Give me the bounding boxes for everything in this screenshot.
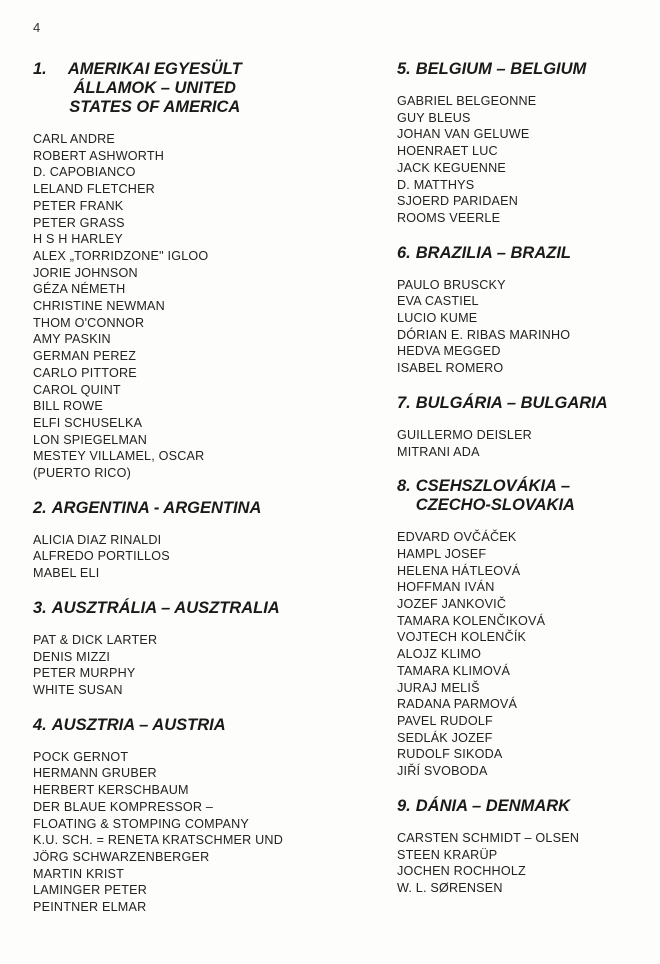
artist-name: LON SPIEGELMAN xyxy=(33,432,148,447)
artist-name: EVA CASTIEL xyxy=(397,294,479,309)
page-number: 4 xyxy=(33,20,41,35)
artist-name: DENIS MIZZI xyxy=(33,649,111,664)
artist-name: JURAJ MELIŠ xyxy=(397,680,480,695)
artist-name: JOHAN VAN GELUWE xyxy=(397,127,530,142)
artist-name: JOCHEN ROCHHOLZ xyxy=(397,864,526,879)
country-section-usa xyxy=(33,60,333,482)
artist-name: JIŘÍ SVOBODA xyxy=(397,764,488,779)
artist-name: GABRIEL BELGEONNE xyxy=(397,94,537,108)
artist-name: MESTEY VILLAMEL, OSCAR xyxy=(33,449,205,464)
artist-name: ALOJZ KLIMO xyxy=(397,647,482,662)
artist-name: SJOERD PARIDAEN xyxy=(397,194,519,209)
artist-name: W. L. SØRENSEN xyxy=(397,880,503,895)
artist-name: LUCIO KUME xyxy=(397,311,478,326)
artist-name: CAROL QUINT xyxy=(33,382,121,397)
section-heading xyxy=(397,60,647,79)
section-title: AUSZTRIA – AUSTRIA xyxy=(51,715,226,734)
country-section-argentina xyxy=(33,499,333,582)
country-section-austria xyxy=(33,716,333,916)
country-section-brazil xyxy=(397,244,647,377)
section-heading xyxy=(397,394,647,413)
section-title: AUSZTRÁLIA – AUSZTRALIA xyxy=(51,598,280,617)
section-number: 3. xyxy=(33,598,47,617)
artist-name: MITRANI ADA xyxy=(397,444,480,459)
artist-name: ELFI SCHUSELKA xyxy=(33,415,143,430)
artist-list xyxy=(397,830,647,897)
artist-name: CARSTEN SCHMIDT – OLSEN xyxy=(397,830,580,845)
artist-name: HEDVA MEGGED xyxy=(397,344,501,359)
artist-name: PETER GRASS xyxy=(33,215,125,230)
section-number: 4. xyxy=(33,715,47,734)
section-heading xyxy=(397,477,647,515)
section-title: DÁNIA – DENMARK xyxy=(415,796,571,815)
artist-list xyxy=(397,427,647,460)
artist-name: LAMINGER PETER xyxy=(33,883,148,898)
artist-list xyxy=(397,277,647,377)
section-number: 9. xyxy=(397,796,411,815)
artist-name: HELENA HÁTLEOVÁ xyxy=(397,563,521,578)
artist-name: RUDOLF SIKODA xyxy=(397,747,503,762)
artist-name: PAVEL RUDOLF xyxy=(397,713,493,728)
country-section-denmark xyxy=(397,797,647,897)
artist-name: PAT & DICK LARTER xyxy=(33,632,158,647)
artist-list xyxy=(33,632,333,699)
artist-list xyxy=(33,749,333,916)
artist-name: VOJTECH KOLENČÍK xyxy=(397,630,527,645)
artist-name: JOZEF JANKOVIČ xyxy=(397,597,507,612)
artist-name: DÓRIAN E. RIBAS MARINHO xyxy=(397,327,571,342)
artist-name: TAMARA KOLENČIKOVÁ xyxy=(397,613,546,628)
artist-name: GUY BLEUS xyxy=(397,110,471,125)
section-heading xyxy=(33,499,333,518)
artist-name: GÉZA NÉMETH xyxy=(33,282,126,297)
artist-name: WHITE SUSAN xyxy=(33,682,123,697)
section-heading xyxy=(397,797,647,816)
artist-list xyxy=(397,529,647,780)
section-heading xyxy=(33,599,333,618)
country-section-australia xyxy=(33,599,333,699)
section-title: BULGÁRIA – BULGARIA xyxy=(415,393,608,412)
artist-name: CARL ANDRE xyxy=(33,132,116,146)
section-number: 1. xyxy=(33,60,47,78)
section-number: 8. xyxy=(397,477,411,496)
artist-name: D. MATTHYS xyxy=(397,177,475,192)
section-title: CSEHSZLOVÁKIA – CZECHO-SLOVAKIA xyxy=(415,477,575,515)
artist-name: JORIE JOHNSON xyxy=(33,265,138,280)
section-number: 7. xyxy=(397,393,411,412)
section-title: ARGENTINA - ARGENTINA xyxy=(51,498,262,517)
artist-name: GUILLERMO DEISLER xyxy=(397,427,532,442)
artist-name: ALFREDO PORTILLOS xyxy=(33,549,170,564)
artist-name: GERMAN PEREZ xyxy=(33,349,137,364)
artist-name: HERMANN GRUBER xyxy=(33,766,157,781)
artist-name: MARTIN KRIST xyxy=(33,866,125,881)
artist-name: D. CAPOBIANCO xyxy=(33,165,136,180)
artist-name: HOENRAET LUC xyxy=(397,144,498,159)
right-column xyxy=(397,60,647,914)
section-heading xyxy=(33,716,333,735)
section-number: 5. xyxy=(397,60,411,78)
country-section-czechoslovakia xyxy=(397,477,647,780)
artist-list xyxy=(33,131,333,482)
artist-name: PAULO BRUSCKY xyxy=(397,277,506,292)
artist-list xyxy=(33,532,333,582)
section-heading xyxy=(397,244,647,263)
artist-name: RADANA PARMOVÁ xyxy=(397,697,518,712)
artist-name: ISABEL ROMERO xyxy=(397,361,504,376)
artist-name: BILL ROWE xyxy=(33,399,103,414)
artist-name: TAMARA KLIMOVÁ xyxy=(397,663,511,678)
artist-name: PETER FRANK xyxy=(33,198,124,213)
artist-name: PETER MURPHY xyxy=(33,666,136,681)
artist-name: ROBERT ASHWORTH xyxy=(33,148,165,163)
section-heading xyxy=(33,60,333,117)
section-number: 2. xyxy=(33,498,47,517)
artist-list xyxy=(397,93,647,227)
artist-name: POCK GERNOT xyxy=(33,749,129,764)
section-title: AMERIKAI EGYESÜLT ÁLLAMOK – UNITED STATES OF AMERICA xyxy=(67,60,242,116)
country-section-belgium xyxy=(397,60,647,227)
artist-name: SEDLÁK JOZEF xyxy=(397,730,493,745)
artist-name: THOM O'CONNOR xyxy=(33,315,145,330)
artist-name: HAMPL JOSEF xyxy=(397,546,487,561)
artist-name: MABEL ELI xyxy=(33,566,100,581)
artist-name: DER BLAUE KOMPRESSOR – xyxy=(33,799,214,814)
artist-name: JÖRG SCHWARZENBERGER xyxy=(33,849,210,864)
artist-name: EDVARD OVČÁČEK xyxy=(397,530,517,545)
artist-name: ALICIA DIAZ RINALDI xyxy=(33,532,162,547)
left-column xyxy=(33,60,333,933)
artist-name: HERBERT KERSCHBAUM xyxy=(33,783,189,798)
artist-name: ROOMS VEERLE xyxy=(397,210,501,225)
artist-name: STEEN KRARÜP xyxy=(397,847,498,862)
artist-name: PEINTNER ELMAR xyxy=(33,900,147,915)
country-section-bulgaria xyxy=(397,394,647,460)
artist-name: ALEX „TORRIDZONE" IGLOO xyxy=(33,248,209,263)
artist-name: AMY PASKIN xyxy=(33,332,111,347)
section-number: 6. xyxy=(397,243,411,262)
artist-name: H S H HARLEY xyxy=(33,232,123,247)
section-title: BELGIUM – BELGIUM xyxy=(415,60,587,78)
artist-name: CARLO PITTORE xyxy=(33,365,137,380)
artist-name: CHRISTINE NEWMAN xyxy=(33,299,165,314)
artist-name: JACK KEGUENNE xyxy=(397,160,506,175)
section-title: BRAZILIA – BRAZIL xyxy=(415,243,571,262)
artist-name: (PUERTO RICO) xyxy=(33,466,131,481)
artist-name: FLOATING & STOMPING COMPANY xyxy=(33,816,250,831)
artist-name: HOFFMAN IVÁN xyxy=(397,580,495,595)
artist-name: LELAND FLETCHER xyxy=(33,182,155,197)
artist-name: K.U. SCH. = RENETA KRATSCHMER UND xyxy=(33,833,283,848)
